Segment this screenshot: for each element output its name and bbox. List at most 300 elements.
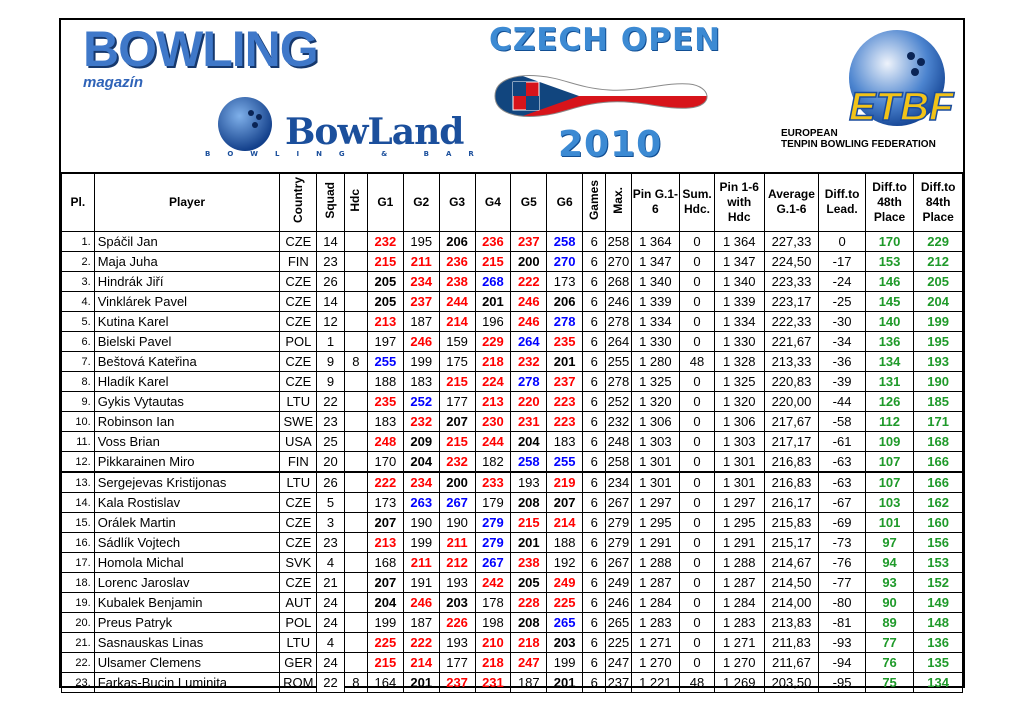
cell-diff-48: 94 (865, 553, 914, 573)
cell-game-5: 228 (511, 593, 547, 613)
bowling-ball-icon (205, 95, 285, 153)
cell-game-5: 264 (511, 332, 547, 352)
cell-pin: 1 334 (631, 312, 680, 332)
event-title: CZECH OPEN (489, 22, 722, 58)
cell-place: 1. (62, 232, 95, 252)
cell-diff-48: 75 (865, 673, 914, 693)
cell-diff-48: 97 (865, 533, 914, 553)
cell-game-5: 187 (511, 673, 547, 693)
header-row (62, 173, 963, 232)
cell-game-2: 191 (403, 573, 439, 593)
cell-game-6: 223 (547, 392, 583, 412)
cell-hdc (344, 493, 367, 513)
cell-max: 246 (606, 292, 631, 312)
cell-average: 214,00 (764, 593, 819, 613)
cell-squad: 4 (317, 553, 344, 573)
cell-pin: 1 303 (631, 432, 680, 452)
cell-diff-lead: -61 (819, 432, 865, 452)
cell-pin: 1 320 (631, 392, 680, 412)
cell-game-2: 199 (403, 352, 439, 372)
cell-game-2: 199 (403, 533, 439, 553)
cell-game-3: 237 (439, 673, 475, 693)
cell-max: 278 (606, 372, 631, 392)
cell-place: 2. (62, 252, 95, 272)
cell-max: 234 (606, 472, 631, 493)
cell-game-1: 248 (367, 432, 403, 452)
cell-hdc (344, 412, 367, 432)
header-average: Average G.1-6 (764, 173, 819, 232)
cell-diff-48: 146 (865, 272, 914, 292)
cell-game-4: 198 (475, 613, 511, 633)
cell-player: Kubalek Benjamin (94, 593, 280, 613)
cell-sum-hdc: 0 (680, 553, 715, 573)
cell-game-6: 183 (547, 432, 583, 452)
cell-diff-84: 204 (914, 292, 963, 312)
cell-hdc (344, 392, 367, 412)
cell-place: 9. (62, 392, 95, 412)
cell-country: CZE (280, 573, 317, 593)
cell-max: 252 (606, 392, 631, 412)
table-row (62, 232, 963, 252)
cell-player: Preus Patryk (94, 613, 280, 633)
cell-country: CZE (280, 513, 317, 533)
cell-squad: 21 (317, 573, 344, 593)
cell-diff-lead: -58 (819, 412, 865, 432)
cell-pin: 1 340 (631, 272, 680, 292)
cell-hdc (344, 252, 367, 272)
cell-game-6: 219 (547, 472, 583, 493)
cell-diff-84: 185 (914, 392, 963, 412)
cell-max: 267 (606, 553, 631, 573)
cell-diff-48: 107 (865, 452, 914, 473)
cell-average: 211,83 (764, 633, 819, 653)
cell-game-1: 205 (367, 292, 403, 312)
cell-average: 216,83 (764, 472, 819, 493)
cell-diff-84: 193 (914, 352, 963, 372)
cell-diff-48: 93 (865, 573, 914, 593)
cell-player: Maja Juha (94, 252, 280, 272)
bowland-tagline: BOWLING & BAR (205, 150, 491, 158)
table-row (62, 372, 963, 392)
cell-squad: 26 (317, 272, 344, 292)
cell-place: 6. (62, 332, 95, 352)
cell-pin: 1 297 (631, 493, 680, 513)
cell-hdc (344, 292, 367, 312)
cell-games: 6 (583, 553, 606, 573)
cell-country: LTU (280, 472, 317, 493)
cell-pin: 1 364 (631, 232, 680, 252)
cell-diff-lead: -34 (819, 332, 865, 352)
cell-games: 6 (583, 292, 606, 312)
cell-game-3: 232 (439, 452, 475, 473)
bowling-magazin-logo (83, 21, 318, 91)
cell-hdc (344, 633, 367, 653)
cell-game-1: 235 (367, 392, 403, 412)
cell-average: 217,67 (764, 412, 819, 432)
cell-pin-with-hdc: 1 283 (714, 613, 764, 633)
header-hdc: Hdc (344, 173, 367, 232)
cell-pin-with-hdc: 1 291 (714, 533, 764, 553)
cell-game-4: 268 (475, 272, 511, 292)
cell-average: 222,33 (764, 312, 819, 332)
cell-place: 8. (62, 372, 95, 392)
cell-game-5: 193 (511, 472, 547, 493)
header-g2: G2 (403, 173, 439, 232)
cell-average: 221,67 (764, 332, 819, 352)
table-row (62, 332, 963, 352)
cell-squad: 23 (317, 412, 344, 432)
cell-diff-lead: -73 (819, 533, 865, 553)
cell-game-3: 226 (439, 613, 475, 633)
cell-diff-84: 152 (914, 573, 963, 593)
cell-game-3: 238 (439, 272, 475, 292)
cell-diff-84: 149 (914, 593, 963, 613)
cell-diff-lead: -25 (819, 292, 865, 312)
cell-pin: 1 301 (631, 452, 680, 473)
cell-game-1: 205 (367, 272, 403, 292)
cell-games: 6 (583, 673, 606, 693)
cell-squad: 24 (317, 593, 344, 613)
cell-player: Voss Brian (94, 432, 280, 452)
cell-games: 6 (583, 232, 606, 252)
cell-average: 214,50 (764, 573, 819, 593)
cell-game-6: 223 (547, 412, 583, 432)
cell-pin-with-hdc: 1 339 (714, 292, 764, 312)
table-row (62, 412, 963, 432)
cell-average: 216,17 (764, 493, 819, 513)
header-pl: Pl. (62, 173, 95, 232)
results-sheet (59, 18, 965, 688)
cell-game-5: 220 (511, 392, 547, 412)
cell-game-4: 196 (475, 312, 511, 332)
etbf-globe-logo (831, 28, 959, 130)
cell-hdc (344, 272, 367, 292)
cell-player: Kala Rostislav (94, 493, 280, 513)
cell-game-3: 203 (439, 593, 475, 613)
cell-diff-lead: -67 (819, 493, 865, 513)
cell-game-5: 215 (511, 513, 547, 533)
header-pin: Pin G.1-6 (631, 173, 680, 232)
cell-average: 203,50 (764, 673, 819, 693)
cell-squad: 20 (317, 452, 344, 473)
cell-average: 215,83 (764, 513, 819, 533)
cell-game-4: 231 (475, 673, 511, 693)
cell-average: 215,17 (764, 533, 819, 553)
cell-country: CZE (280, 232, 317, 252)
cell-diff-84: 148 (914, 613, 963, 633)
cell-average: 213,83 (764, 613, 819, 633)
cell-sum-hdc: 0 (680, 392, 715, 412)
cell-games: 6 (583, 633, 606, 653)
cell-diff-84: 168 (914, 432, 963, 452)
cell-game-1: 232 (367, 232, 403, 252)
cell-pin: 1 291 (631, 533, 680, 553)
cell-game-6: 278 (547, 312, 583, 332)
cell-average: 223,33 (764, 272, 819, 292)
cell-game-4: 218 (475, 352, 511, 372)
cell-game-6: 265 (547, 613, 583, 633)
cell-hdc (344, 533, 367, 553)
cell-game-4: 213 (475, 392, 511, 412)
cell-average: 216,83 (764, 452, 819, 473)
cell-diff-48: 131 (865, 372, 914, 392)
cell-game-5: 208 (511, 493, 547, 513)
cell-game-2: 263 (403, 493, 439, 513)
etbf-caption-line2: TENPIN BOWLING FEDERATION (781, 139, 936, 150)
cell-game-3: 175 (439, 352, 475, 372)
cell-place: 14. (62, 493, 95, 513)
cell-sum-hdc: 0 (680, 653, 715, 673)
cell-games: 6 (583, 412, 606, 432)
cell-game-3: 212 (439, 553, 475, 573)
cell-player: Beštová Kateřina (94, 352, 280, 372)
cell-game-2: 246 (403, 332, 439, 352)
cell-diff-lead: -76 (819, 553, 865, 573)
cell-sum-hdc: 48 (680, 673, 715, 693)
cell-game-5: 222 (511, 272, 547, 292)
cell-game-3: 193 (439, 573, 475, 593)
table-row (62, 593, 963, 613)
cell-game-5: 200 (511, 252, 547, 272)
cell-country: POL (280, 613, 317, 633)
cell-diff-lead: -81 (819, 613, 865, 633)
cell-diff-84: 195 (914, 332, 963, 352)
cell-place: 15. (62, 513, 95, 533)
cell-game-1: 207 (367, 573, 403, 593)
cell-game-4: 236 (475, 232, 511, 252)
cell-game-4: 215 (475, 252, 511, 272)
bowland-wordmark: BowLand (285, 111, 464, 153)
table-row (62, 392, 963, 412)
cell-sum-hdc: 0 (680, 372, 715, 392)
cell-game-3: 193 (439, 633, 475, 653)
cell-average: 224,50 (764, 252, 819, 272)
cell-game-5: 246 (511, 312, 547, 332)
cell-player: Hladík Karel (94, 372, 280, 392)
cell-sum-hdc: 0 (680, 412, 715, 432)
header-g4: G4 (475, 173, 511, 232)
cell-diff-84: 134 (914, 673, 963, 693)
cell-player: Sasnauskas Linas (94, 633, 280, 653)
cell-game-6: 206 (547, 292, 583, 312)
cell-games: 6 (583, 332, 606, 352)
cell-game-6: 258 (547, 232, 583, 252)
cell-game-2: 187 (403, 312, 439, 332)
table-row (62, 653, 963, 673)
cell-games: 6 (583, 352, 606, 372)
cell-squad: 12 (317, 312, 344, 332)
cell-place: 11. (62, 432, 95, 452)
header-g3: G3 (439, 173, 475, 232)
cell-place: 23. (62, 673, 95, 693)
cell-pin-with-hdc: 1 287 (714, 573, 764, 593)
cell-game-4: 242 (475, 573, 511, 593)
cell-diff-84: 166 (914, 452, 963, 473)
bowling-magazin-subtitle: magazín (83, 74, 144, 91)
cell-pin-with-hdc: 1 271 (714, 633, 764, 653)
cell-game-6: 235 (547, 332, 583, 352)
cell-sum-hdc: 0 (680, 493, 715, 513)
cell-country: CZE (280, 272, 317, 292)
cell-pin: 1 283 (631, 613, 680, 633)
cell-pin: 1 271 (631, 633, 680, 653)
cell-sum-hdc: 0 (680, 613, 715, 633)
cell-hdc (344, 472, 367, 493)
cell-diff-84: 162 (914, 493, 963, 513)
cell-squad: 14 (317, 232, 344, 252)
table-row (62, 432, 963, 452)
cell-game-5: 258 (511, 452, 547, 473)
cell-average: 213,33 (764, 352, 819, 372)
cell-player: Kutina Karel (94, 312, 280, 332)
header-squad: Squad (317, 173, 344, 232)
cell-diff-84: 229 (914, 232, 963, 252)
cell-games: 6 (583, 472, 606, 493)
cell-pin: 1 287 (631, 573, 680, 593)
cell-game-3: 244 (439, 292, 475, 312)
cell-player: Gykis Vytautas (94, 392, 280, 412)
cell-game-1: 213 (367, 533, 403, 553)
cell-game-2: 234 (403, 472, 439, 493)
cell-game-2: 234 (403, 272, 439, 292)
cell-hdc (344, 452, 367, 473)
cell-diff-48: 112 (865, 412, 914, 432)
cell-pin: 1 221 (631, 673, 680, 693)
cell-game-2: 232 (403, 412, 439, 432)
cell-place: 16. (62, 533, 95, 553)
cell-game-1: 215 (367, 252, 403, 272)
cell-squad: 4 (317, 633, 344, 653)
cell-game-5: 237 (511, 232, 547, 252)
cell-diff-48: 145 (865, 292, 914, 312)
table-row (62, 493, 963, 513)
header-diff-48: Diff.to 48th Place (865, 173, 914, 232)
cell-game-5: 238 (511, 553, 547, 573)
cell-diff-84: 212 (914, 252, 963, 272)
cell-player: Ulsamer Clemens (94, 653, 280, 673)
cell-diff-48: 76 (865, 653, 914, 673)
cell-game-3: 215 (439, 432, 475, 452)
cell-place: 5. (62, 312, 95, 332)
header-g6: G6 (547, 173, 583, 232)
cell-pin: 1 325 (631, 372, 680, 392)
cell-pin: 1 270 (631, 653, 680, 673)
cell-max: 268 (606, 272, 631, 292)
flag-bowling-pin-icon (489, 64, 719, 128)
cell-pin-with-hdc: 1 288 (714, 553, 764, 573)
cell-game-2: 201 (403, 673, 439, 693)
cell-game-3: 190 (439, 513, 475, 533)
table-row (62, 553, 963, 573)
cell-player: Orálek Martin (94, 513, 280, 533)
cell-pin: 1 301 (631, 472, 680, 493)
cell-game-1: 164 (367, 673, 403, 693)
cell-game-5: 201 (511, 533, 547, 553)
cell-pin-with-hdc: 1 364 (714, 232, 764, 252)
cell-sum-hdc: 0 (680, 593, 715, 613)
cell-games: 6 (583, 452, 606, 473)
cell-average: 217,17 (764, 432, 819, 452)
table-row (62, 352, 963, 372)
cell-squad: 9 (317, 372, 344, 392)
table-row (62, 673, 963, 693)
cell-pin: 1 347 (631, 252, 680, 272)
cell-player: Sergejevas Kristijonas (94, 472, 280, 493)
cell-max: 258 (606, 452, 631, 473)
cell-game-3: 177 (439, 653, 475, 673)
cell-diff-48: 136 (865, 332, 914, 352)
cell-game-3: 236 (439, 252, 475, 272)
cell-max: 279 (606, 513, 631, 533)
cell-games: 6 (583, 432, 606, 452)
cell-game-6: 201 (547, 673, 583, 693)
cell-game-3: 267 (439, 493, 475, 513)
cell-diff-lead: -93 (819, 633, 865, 653)
cell-game-5: 205 (511, 573, 547, 593)
cell-pin-with-hdc: 1 270 (714, 653, 764, 673)
cell-pin-with-hdc: 1 306 (714, 412, 764, 432)
cell-squad: 1 (317, 332, 344, 352)
cell-country: GER (280, 653, 317, 673)
cell-game-4: 178 (475, 593, 511, 613)
cell-hdc (344, 613, 367, 633)
cell-diff-lead: -63 (819, 472, 865, 493)
cell-country: SVK (280, 553, 317, 573)
cell-country: CZE (280, 533, 317, 553)
cell-diff-84: 156 (914, 533, 963, 553)
cell-place: 4. (62, 292, 95, 312)
table-row (62, 613, 963, 633)
cell-diff-lead: -95 (819, 673, 865, 693)
cell-pin-with-hdc: 1 334 (714, 312, 764, 332)
cell-sum-hdc: 0 (680, 272, 715, 292)
cell-game-1: 204 (367, 593, 403, 613)
cell-diff-lead: 0 (819, 232, 865, 252)
cell-diff-lead: -94 (819, 653, 865, 673)
cell-game-5: 231 (511, 412, 547, 432)
cell-games: 6 (583, 573, 606, 593)
cell-game-2: 190 (403, 513, 439, 533)
header-games: Games (583, 173, 606, 232)
cell-diff-lead: -39 (819, 372, 865, 392)
cell-diff-lead: -30 (819, 312, 865, 332)
cell-game-4: 218 (475, 653, 511, 673)
cell-max: 246 (606, 593, 631, 613)
cell-squad: 22 (317, 392, 344, 412)
cell-diff-84: 171 (914, 412, 963, 432)
etbf-caption-line1: EUROPEAN (781, 128, 838, 139)
cell-diff-lead: -69 (819, 513, 865, 533)
cell-game-3: 207 (439, 412, 475, 432)
cell-place: 20. (62, 613, 95, 633)
cell-hdc (344, 593, 367, 613)
cell-place: 13. (62, 472, 95, 493)
cell-sum-hdc: 0 (680, 252, 715, 272)
cell-hdc (344, 232, 367, 252)
cell-diff-48: 126 (865, 392, 914, 412)
cell-game-6: 214 (547, 513, 583, 533)
table-row (62, 252, 963, 272)
cell-game-4: 279 (475, 533, 511, 553)
cell-max: 249 (606, 573, 631, 593)
header-sum-hdc: Sum. Hdc. (680, 173, 715, 232)
bowling-magazin-title: BOWLING (83, 21, 318, 77)
cell-game-2: 222 (403, 633, 439, 653)
cell-diff-48: 90 (865, 593, 914, 613)
cell-player: Farkas-Bucin Luminita (94, 673, 280, 693)
cell-games: 6 (583, 513, 606, 533)
cell-game-6: 270 (547, 252, 583, 272)
